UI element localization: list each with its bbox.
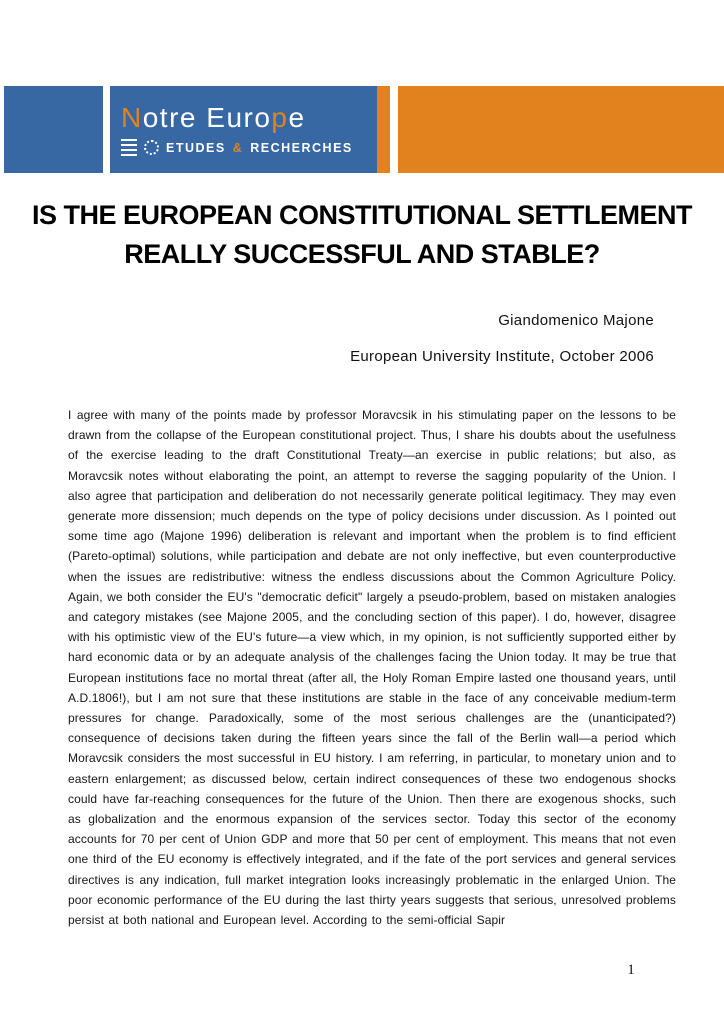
logo-wordmark (121, 103, 377, 133)
paper-title-line1: IS THE EUROPEAN CONSTITUTIONAL SETTLEMENT (31, 200, 693, 230)
logo-wordmark-text: otre Euro (142, 102, 272, 133)
tagline-ampersand: & (232, 140, 244, 155)
stars-circle-icon (144, 140, 159, 155)
tagline-word: RECHERCHES (250, 140, 353, 155)
author-name: Giandomenico Majone (498, 312, 654, 329)
notre-europe-logo (110, 86, 390, 173)
lines-icon (121, 139, 137, 156)
logo-wordmark-accent: p (271, 102, 289, 133)
logo-wordmark-accent: N (121, 102, 143, 133)
paper-title (0, 196, 724, 274)
page-number: 1 (627, 962, 635, 978)
masthead-right-orange-block (398, 86, 724, 173)
masthead-left-blue-block (4, 86, 103, 173)
tagline-word: ETUDES (166, 140, 226, 155)
logo-tagline (121, 139, 377, 156)
logo-wordmark-text: e (288, 102, 306, 133)
paper-title-line2: REALLY SUCCESSFUL AND STABLE? (124, 239, 600, 269)
affiliation-date: European University Institute, October 2006 (350, 348, 654, 365)
body-paragraph: I agree with many of the points made by professor Moravcsik in his stimulating paper on the lessons to be drawn from the collapse of the European constitutional project. Thus, I share his doubts about the usefulness of the exercise leading to the draft Constitutional Treaty—an exercise in public relations; but also, as Moravcsik notes without elaborating the point, an attempt to reverse the sagging popularity of the Union. I also agree that participation and deliberation do not necessarily generate political legitimacy. They may even generate more dissension; much depends on the type of policy decisions under discussion. As I pointed out some time ago (Majone 1996) deliberation is relevant and important when the problem is to find efficient (Pareto-optimal) solutions, while participation and debate are not only ineffective, but even counterproductive when the issues are redistributive: witness the endless discussions about the Common Agriculture Policy. Again, we both consider the EU's "democratic deficit" largely a pseudo-problem, based on mistaken analogies and category mistakes (see Majone 2005, and the concluding section of this paper). I do, however, disagree with his optimistic view of the EU's future—a view which, in my opinion, is not sufficiently supported either by hard economic data or by an adequate analysis of the challenges facing the Union today. It may be true that European institutions face no mortal threat (after all, the Holy Roman Empire lasted one thousand years, until A.D.1806!), but I am not sure that these institutions are stable in the face of any conceivable medium-term pressures for change. Paradoxically, some of the most serious challenges are the (unanticipated?) consequence of decisions taken during the fifteen years since the fall of the Berlin wall—a period which Moravcsik considers the most successful in EU history. I am referring, in particular, to monetary union and to eastern enlargement; as discussed below, certain indirect consequences of these two endogenous shocks could have far-reaching consequences for the future of the Union. Then there are exogenous shocks, such as globalization and the enormous expansion of the services sector. Today this sector of the economy accounts for 70 per cent of Union GDP and more that 50 per cent of employment. This means that not even one third of the EU economy is effectively integrated, and if the fate of the port services and general services directives is any indication, full market integration looks increasingly problematic in the enlarged Union. The poor economic performance of the EU during the last thirty years suggests that serious, unresolved problems persist at both national and European level. According to the semi-official Sapir (68, 408, 676, 928)
